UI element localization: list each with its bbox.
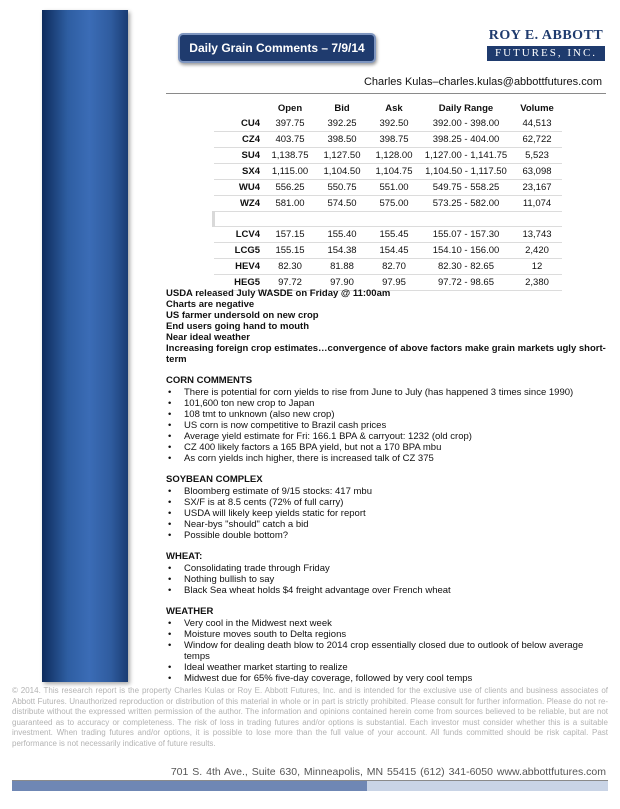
cell-ask: 82.70 [368,259,420,275]
cell-bid: 1,104.50 [316,164,368,180]
list-item: • Midwest due for 65% five-day coverage, followed by very cool temps [184,673,610,684]
table-row [214,180,563,196]
cell-range: 82.30 - 82.65 [420,259,512,275]
list-item: • SX/F is at 8.5 cents (72% of full carry) [184,497,610,508]
bullet-list [166,618,610,684]
cell-open: 1,138.75 [264,148,316,164]
list-item: • Bloomberg estimate of 9/15 stocks: 417 mbu [184,486,610,497]
section-title: WEATHER [166,606,214,617]
cell-bid: 398.50 [316,132,368,148]
section-title: CORN COMMENTS [166,375,253,386]
list-item: • Possible double bottom? [184,530,610,541]
col-header-symbol [214,100,265,116]
col-header-volume: Volume [520,102,554,114]
cell-range: 1,127.00 - 1,141.75 [420,148,512,164]
cell-range: 97.72 - 98.65 [420,275,512,291]
bullet-list [166,387,610,464]
sidebar-bar [42,10,128,682]
cell-symbol: CU4 [214,116,265,132]
cell-bid: 550.75 [316,180,368,196]
cell-symbol: LCV4 [214,227,265,243]
cell-volume: 2,420 [512,243,562,259]
corn-section [166,375,610,464]
cell-ask: 154.45 [368,243,420,259]
table-row [214,148,563,164]
list-item: • Very cool in the Midwest next week [184,618,610,629]
wheat-section [166,551,610,596]
cell-range: 1,104.50 - 1,117.50 [420,164,512,180]
table-spacer-row [214,212,563,227]
soybean-section [166,474,610,541]
table-row [214,227,563,243]
cell-volume: 2,380 [512,275,562,291]
cell-symbol: LCG5 [214,243,265,259]
cell-symbol: WU4 [214,180,265,196]
cell-volume: 12 [512,259,562,275]
list-item: • CZ 400 likely factors a 165 BPA yield, but not a 170 BPA mbu [184,442,610,453]
cell-open: 1,115.00 [264,164,316,180]
cell-bid: 81.88 [316,259,368,275]
cell-open: 157.15 [264,227,316,243]
list-item: • Black Sea wheat holds $4 freight advantage over French wheat [184,585,610,596]
table-row [214,243,563,259]
col-header-daily-range: Daily Range [438,102,494,114]
table-row [214,196,563,212]
cell-bid: 155.40 [316,227,368,243]
cell-ask: 155.45 [368,227,420,243]
cell-ask: 97.95 [368,275,420,291]
col-header-bid: Bid [334,102,350,114]
legal-disclaimer: © 2014. This research report is the property Charles Kulas or Roy E. Abbott Futures, Inc. and is intended for the exclusive use of clients and business associates of Abbott Futures. Unauthorized reproduction or distribution of this material in whole or in part is strictly prohibited. Please consult for further information. Please do not re-distribute without the expressed written permission of the author. The information and opinions contained herein come from sources believed to be reliable, but are not guaranteed as to accuracy or completeness. The risk of loss in trading futures and/or options is substantial. Each investor must consider whether this is a suitable investment. When trading futures and/or options, it is possible to lose more than the full value of your account. All funds committed should be risk capital. Past performance is not necessarily indicative of future results. [12,686,608,748]
weather-section [166,606,610,684]
commentary-body [166,288,610,684]
list-item: • Near-bys "should" catch a bid [184,519,610,530]
list-item: • Moisture moves south to Delta regions [184,629,610,640]
cell-volume: 13,743 [512,227,562,243]
cell-ask: 398.75 [368,132,420,148]
cell-open: 581.00 [264,196,316,212]
logo-name: ROY E. ABBOTT [488,28,604,43]
cell-volume: 63,098 [512,164,562,180]
cell-volume: 5,523 [512,148,562,164]
cell-open: 397.75 [264,116,316,132]
cell-range: 154.10 - 156.00 [420,243,512,259]
list-item: • As corn yields inch higher, there is increased talk of CZ 375 [184,453,610,464]
cell-range: 549.75 - 558.25 [420,180,512,196]
intro-line: Increasing foreign crop estimates…convergence of above factors make grain markets ugly short-term [166,343,606,365]
col-header-open: Open [277,102,303,114]
list-item: • Window for dealing death blow to 2014 crop essentially closed due to outlook of below average temps [184,640,610,662]
cell-range: 155.07 - 157.30 [420,227,512,243]
intro-summary [166,288,610,365]
cell-range: 398.25 - 404.00 [420,132,512,148]
intro-line: USDA released July WASDE on Friday @ 11:00am [166,288,391,299]
cell-volume: 11,074 [512,196,562,212]
header-divider [166,93,606,94]
cell-open: 97.72 [264,275,316,291]
list-item: • Ideal weather market starting to realize [184,662,610,673]
cell-ask: 575.00 [368,196,420,212]
footer-address: 701 S. 4th Ave., Suite 630, Minneapolis, MN 55415 (612) 341-6050 www.abbottfutures.com [170,766,606,778]
section-title: WHEAT: [166,551,203,562]
logo-subtitle: FUTURES, INC. [487,46,605,61]
list-item: • USDA will likely keep yields static for report [184,508,610,519]
company-logo [487,28,605,64]
cell-symbol: SU4 [214,148,265,164]
cell-ask: 1,128.00 [368,148,420,164]
bullet-list [166,486,610,541]
footer-bar-accent [12,781,367,791]
table-header-row [214,100,563,116]
intro-line: Charts are negative [166,299,255,310]
list-item: • Average yield estimate for Fri: 166.1 BPA & carryout: 1232 (old crop) [184,431,610,442]
cell-bid: 154.38 [316,243,368,259]
list-item: • US corn is now competitive to Brazil cash prices [184,420,610,431]
table-row [214,132,563,148]
cell-range: 573.25 - 582.00 [420,196,512,212]
intro-line: Near ideal weather [166,332,250,343]
cell-bid: 1,127.50 [316,148,368,164]
list-item: • 101,600 ton new crop to Japan [184,398,610,409]
intro-line: US farmer undersold on new crop [166,310,319,321]
cell-bid: 574.50 [316,196,368,212]
col-header-ask: Ask [385,102,403,114]
table-row [214,116,563,132]
author-contact[interactable]: Charles Kulas–charles.kulas@abbottfutures.com [363,76,602,88]
cell-volume: 23,167 [512,180,562,196]
price-table [212,100,562,291]
cell-volume: 62,722 [512,132,562,148]
intro-line: End users going hand to mouth [166,321,310,332]
cell-range: 392.00 - 398.00 [420,116,512,132]
section-title: SOYBEAN COMPLEX [166,474,263,485]
cell-symbol: HEG5 [214,275,265,291]
table-row [214,259,563,275]
cell-ask: 551.00 [368,180,420,196]
cell-ask: 392.50 [368,116,420,132]
cell-open: 155.15 [264,243,316,259]
cell-volume: 44,513 [512,116,562,132]
cell-symbol: CZ4 [214,132,265,148]
list-item: • 108 tmt to unknown (also new crop) [184,409,610,420]
cell-symbol: SX4 [214,164,265,180]
list-item: • There is potential for corn yields to rise from June to July (has happened 3 times since 1990) [184,387,610,398]
cell-symbol: WZ4 [214,196,265,212]
list-item: • Nothing bullish to say [184,574,610,585]
table-row [214,164,563,180]
cell-open: 82.30 [264,259,316,275]
cell-bid: 392.25 [316,116,368,132]
cell-open: 556.25 [264,180,316,196]
list-item: • Consolidating trade through Friday [184,563,610,574]
cell-symbol: HEV4 [214,259,265,275]
bullet-list [166,563,610,596]
cell-bid: 97.90 [316,275,368,291]
cell-ask: 1,104.75 [368,164,420,180]
page-title: Daily Grain Comments – 7/9/14 [178,33,376,63]
cell-open: 403.75 [264,132,316,148]
